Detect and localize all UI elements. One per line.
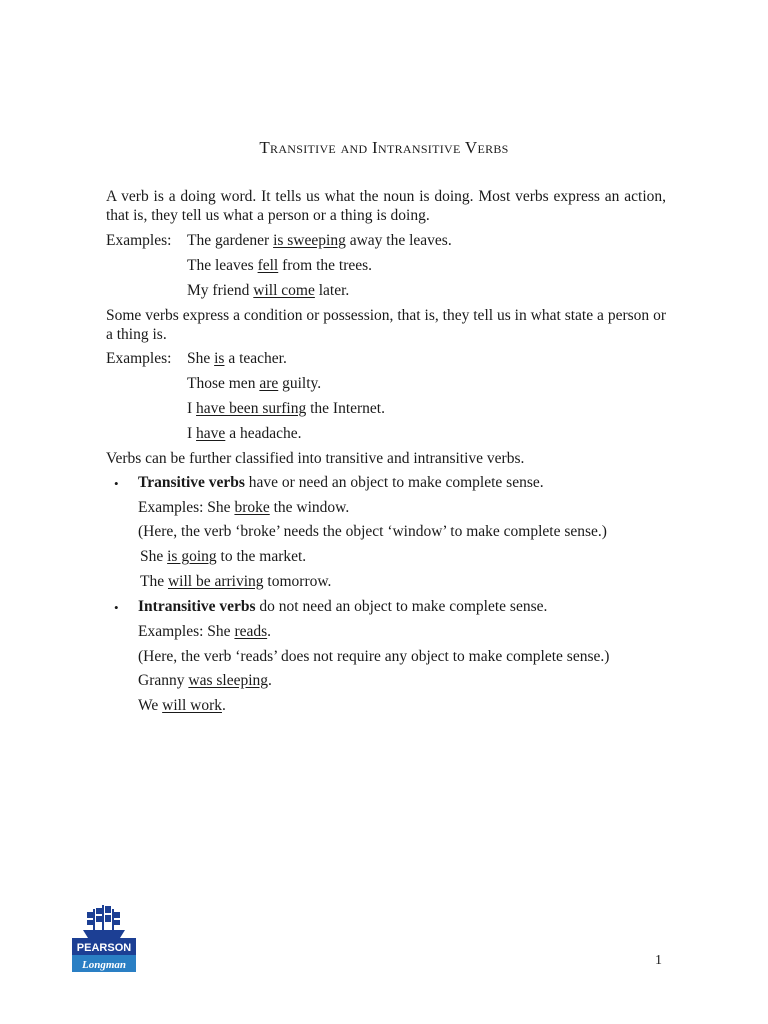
example-line: She is going to the market. bbox=[140, 548, 307, 565]
intransitive-note: (Here, the verb ‘reads’ does not require any object to make complete sense.) bbox=[138, 648, 610, 665]
example-line: Examples: She reads. bbox=[138, 623, 272, 640]
page-title: Transitive and Intransitive Verbs bbox=[259, 138, 509, 157]
svg-text:Longman: Longman bbox=[81, 959, 127, 971]
example-line: Examples: She broke the window. bbox=[138, 499, 350, 516]
example-line: Granny was sleeping. bbox=[138, 672, 272, 689]
transitive-note: (Here, the verb ‘broke’ needs the object ‘window’ to make complete sense.) bbox=[138, 523, 607, 540]
example-line: We will work. bbox=[138, 697, 226, 714]
example-line: The leaves fell from the trees. bbox=[187, 257, 373, 274]
example-line: I have been surfing the Internet. bbox=[187, 400, 385, 417]
intro-paragraph: A verb is a doing word. It tells us what the noun is doing. Most verbs express an action, that is, they tell us what a person or a thing is doing. bbox=[106, 188, 666, 224]
transitive-definition: Transitive verbs have or need an object to make complete sense. bbox=[138, 474, 544, 491]
bullet-icon: • bbox=[114, 600, 119, 615]
examples-label: Examples: bbox=[106, 350, 172, 367]
classify-sentence: Verbs can be further classified into transitive and intransitive verbs. bbox=[106, 450, 525, 467]
svg-text:PEARSON: PEARSON bbox=[76, 942, 132, 954]
intransitive-definition: Intransitive verbs do not need an object to make complete sense. bbox=[138, 598, 548, 615]
ship-icon bbox=[83, 905, 125, 938]
example-line: She is a teacher. bbox=[187, 350, 287, 367]
bullet-icon: • bbox=[114, 476, 119, 491]
page-number: 1 bbox=[655, 953, 662, 968]
example-line: The gardener is sweeping away the leaves. bbox=[187, 232, 452, 249]
examples-label: Examples: bbox=[106, 232, 172, 249]
example-line: My friend will come later. bbox=[187, 282, 350, 299]
pearson-longman-logo bbox=[72, 903, 136, 973]
example-line: The will be arriving tomorrow. bbox=[140, 573, 332, 590]
example-line: I have a headache. bbox=[187, 425, 302, 442]
example-line: Those men are guilty. bbox=[187, 375, 322, 392]
state-paragraph: Some verbs express a condition or possession, that is, they tell us in what state a person or a thing is. bbox=[106, 307, 666, 343]
